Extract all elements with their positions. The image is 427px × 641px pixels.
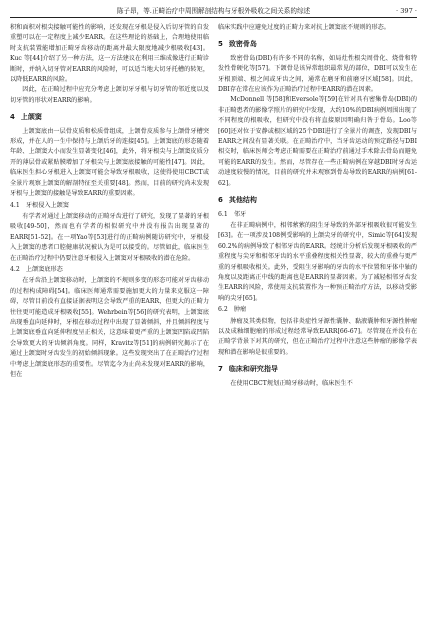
section-heading-5: 5 致密骨岛 xyxy=(218,40,257,49)
paragraph: 因此，在正畸过程中应充分考虑上颌切牙牙根与切牙管的邻近度以及切牙管的形状对EARR的影响。 xyxy=(10,86,209,104)
paragraph: 致密骨岛(DBI)有许多不同的名称，如局灶性根尖周骨化、烧骨和特发性骨硬化等[57]。下颌骨是该异常组织最常见的部位，DBI可以发生在牙根顶端、根之间或牙齿之间，通常在磨牙和前磨牙区域[58]。因此，DBI存在常在应该作为正畸治疗过程中EARR的潜在因素。 xyxy=(218,54,417,94)
section-heading-7: 7 临床和研究指导 xyxy=(218,365,278,374)
paragraph: McDonnell 等[58]和Eversole等[59]在针对具有密集骨岛(DBI)的非正畸患者的影像学照片的研究中发现，大约10%的DBI病例周围出现了不同程度的根吸收，但研究中没有将直接原因明确归咎于骨岛。Loo等[60]还对位于安静或根区域的25个DBI进行了全景片的调查，发现DBI与EARR之间没有显著关联。在正畸治疗中，当牙齿运动的预定路径与DBI相交时，临床医师会考虑正畸需要在正畸治疗前通过手术除去骨岛而避免可能的EARR的发生。然而，尽管存在一些正畸病例在穿越DBI时牙齿运动速度较慢的情况，目前的研究并未观察到骨岛导致的EARR的病例[61-62]。 xyxy=(218,96,417,187)
running-header xyxy=(10,6,417,18)
right-column xyxy=(218,23,417,641)
left-column xyxy=(10,23,209,641)
paragraph: 在牙齿沿上颌窦移动时，上颌窦的不规则多变的形态可能对牙齿移动的过程构成障碍[54]。临床医师通常需要施加更大的力量来克服这一障碍，尽管目前没有直接证据表明这会导致严重的EARR，但更大的正畸力往往更可能造成牙根吸收[55]。Wehrbein等[56]的研究表明，上颌窦底出现垂直向延伸时，牙根在移动过程中出现了显著倾斜，并且倾斜程度与上颌窦底垂直向延伸程度呈正相关，这意味着更严重的上颌窦凹陷或凹陷会导致更大的牙齿倾斜角度。同样，Kravitz等[51]的病例研究揭示了在通过上颌窦时牙齿发生的初始倾斜现象。这些发现突出了在正畸治疗过程中考虑上颌窦底形态的重要性。尽管迄今为止尚未发现对EARR的影响，但在 xyxy=(10,277,209,378)
paragraph: 有学者对通过上颌窦移动的正畸牙齿进行了研究，发现了显著的牙根吸收[49-50]，然而也有学者的相似研究中并没有报告出现显著的EARR[51-52]。在一项Yao等[53]进行的正畸病例随访研究中，牙根侵入上颌窦的患者口腔健康状况被认为是可以接受的。尽管如此，临床医生在正畸治疗过程中仍要注意牙根侵入上颌窦对牙根吸收的潜在危险。 xyxy=(10,212,209,262)
page-number: · 397 · xyxy=(396,7,417,15)
paragraph: 肿瘤及其类似物，包括非炎症性牙源性囊肿、黏液囊肿和牙源性肿瘤以及成釉细胞瘤的形成过程经常导致EARR[66-67]。尽管现在并没有在正畸学背景下对其的研究，但在正畸治疗过程中注意这些肿瘤的影像学表现和潜在影响是很重要的。 xyxy=(218,317,417,356)
subsection-heading-6-1: 6.1 邻牙 xyxy=(218,210,247,218)
paragraph: 上颌窦底由一层骨皮质和松质骨组成，上颌骨皮质参与上颌骨牙槽突形成，并在人的一生中保持与上颌后牙的连接[45]。上颌窦底的形态随着年龄、上颌窦大小而发生显著变化[46]，此外，将牙根尖与上颌窦皮质分开的薄层骨或紧贴膜增加了牙根尖与上颌窦底接触的可能性[47]。因此，临床医生担心牙根进入上颌窦可能会导致牙根吸收，这使得使用CBCT或全景片观察上颌窦的解剖特征至关重要[48]。然而，目前的研究尚未发现牙根与上颌窦的接触是导致EARR的重要因素。 xyxy=(10,127,209,198)
paragraph: 在非正畸病例中，相邻萦萦的阻生牙导致的外部牙根吸收很可能发生[63]。在一项涉及108例受影响的上颌尖牙的研究中，Simic等[64]发现60.2%的病例导致了相邻牙齿的EARR。经统计分析后发现牙根吸收的严重程度与尖牙和相邻牙齿的水平重叠程度相关性显著，较大的重叠与更严重的牙根吸收相关。此外，受阻生牙影响的牙齿的水平位置和牙体中轴的角度以及距离正中线的距离也是EARR的显著因素。为了减轻相邻牙齿发生EARR的风险，常使用支抗装置作为一种预正畸治疗方法，以移动受影响的尖牙[65]。 xyxy=(218,221,417,302)
subsection-heading-4-1: 4.1 牙根侵入上颌窦 xyxy=(10,201,69,209)
subsection-heading-4-2: 4.2 上颌窦底形态 xyxy=(10,265,63,273)
two-column-body xyxy=(10,23,417,641)
section-heading-6: 6 其他结构 xyxy=(218,196,257,205)
running-title: 陈子昂，等.正畸治疗中周围解剖结构与牙根外吸收之间关系的综述 xyxy=(116,7,311,15)
paragraph: 在使用CBCT规划正畸牙移动时，临床医生不 xyxy=(230,379,353,387)
subsection-heading-6-2: 6.2 肿瘤 xyxy=(218,306,247,314)
section-heading-4: 4 上颌窦 xyxy=(10,113,42,122)
paragraph: 临床实践中应避免过度的正畸力来对抗上颌窦底不规则的形态。 xyxy=(218,24,390,31)
paragraph: 积和面积对根尖接触可能性的影响，还发现在牙根是侵入后切牙管的自发重塑可以在一定程度上减少EARR。在这些理论的基础上，合理地使用临时支抗装置能增加正畸牙齿移动的距离并最大限度地减少根吸收[43]。Kuc 等[44]介绍了另一种方法，这一方法建议在利用三维成像进行正畸诊断时，并纳入切牙管对EARR的风险时，可以适当地大切牙托槽的转矩，以降低EARR的风险。 xyxy=(10,24,209,84)
